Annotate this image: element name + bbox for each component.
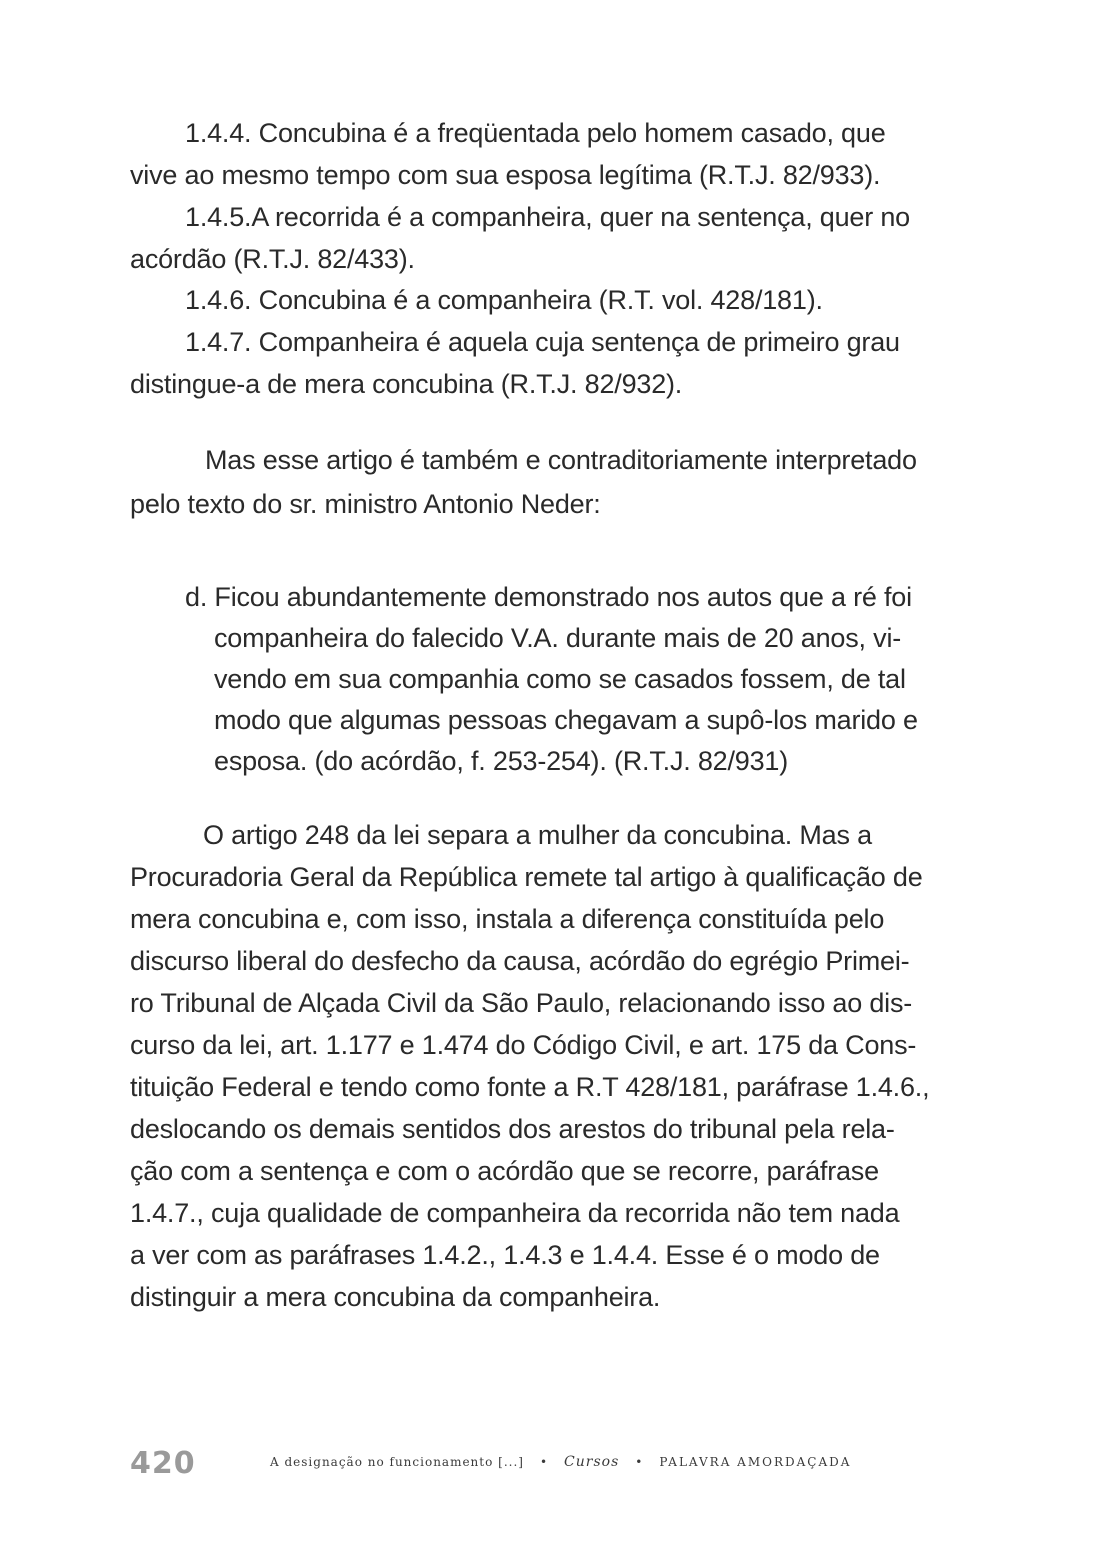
series-name: Cursos xyxy=(564,1454,620,1470)
running-title: A designação no funcionamento [...] xyxy=(270,1455,524,1469)
text-line: modo que algumas pessoas chegavam a supô-los marido e xyxy=(214,705,918,735)
text-line: tituição Federal e tendo como fonte a R.T 428/181, paráfrase 1.4.6., xyxy=(130,1072,930,1102)
text-line: a ver com as paráfrases 1.4.2., 1.4.3 e 1.4.4. Esse é o modo de xyxy=(130,1240,880,1270)
text-line: O artigo 248 da lei separa a mulher da concubina. Mas a xyxy=(203,820,872,850)
running-head xyxy=(270,1454,851,1470)
text-line: esposa. (do acórdão, f. 253-254). (R.T.J. 82/931) xyxy=(214,746,789,776)
text-line: pelo texto do sr. ministro Antonio Neder: xyxy=(130,489,601,519)
text-line: 1.4.7., cuja qualidade de companheira da recorrida não tem nada xyxy=(130,1198,900,1228)
text-line: vendo em sua companhia como se casados fossem, de tal xyxy=(214,664,906,694)
bullet-separator: • xyxy=(539,1455,549,1469)
text-line: d. Ficou abundantemente demonstrado nos autos que a ré foi xyxy=(185,582,912,612)
text-line: discurso liberal do desfecho da causa, acórdão do egrégio Primei- xyxy=(130,946,910,976)
text-line: distinguir a mera concubina da companheira. xyxy=(130,1282,661,1312)
text-line: vive ao mesmo tempo com sua esposa legítima (R.T.J. 82/933). xyxy=(130,160,881,190)
book-title: PALAVRA AMORDAÇADA xyxy=(659,1455,852,1469)
text-line: acórdão (R.T.J. 82/433). xyxy=(130,244,415,274)
page-footer xyxy=(130,1444,850,1484)
text-line: mera concubina e, com isso, instala a diferença constituída pelo xyxy=(130,904,885,934)
text-line: ção com a sentença e com o acórdão que se recorre, paráfrase xyxy=(130,1156,879,1186)
page-number: 420 xyxy=(130,1446,196,1481)
text-line: 1.4.5.A recorrida é a companheira, quer na sentença, quer no xyxy=(185,202,910,232)
text-line: Mas esse artigo é também e contraditoriamente interpretado xyxy=(205,445,917,475)
text-line: 1.4.6. Concubina é a companheira (R.T. vol. 428/181). xyxy=(185,285,823,315)
text-line: ro Tribunal de Alçada Civil da São Paulo, relacionando isso ao dis- xyxy=(130,988,913,1018)
text-line: curso da lei, art. 1.177 e 1.474 do Código Civil, e art. 175 da Cons- xyxy=(130,1030,917,1060)
text-line: distingue-a de mera concubina (R.T.J. 82/932). xyxy=(130,369,683,399)
text-line: companheira do falecido V.A. durante mais de 20 anos, vi- xyxy=(214,623,902,653)
text-line: 1.4.7. Companheira é aquela cuja sentença de primeiro grau xyxy=(185,327,900,357)
bullet-separator: • xyxy=(635,1455,644,1469)
text-line: Procuradoria Geral da República remete tal artigo à qualificação de xyxy=(130,862,923,892)
text-line: deslocando os demais sentidos dos arestos do tribunal pela rela- xyxy=(130,1114,895,1144)
text-line: 1.4.4. Concubina é a freqüentada pelo homem casado, que xyxy=(185,118,886,148)
